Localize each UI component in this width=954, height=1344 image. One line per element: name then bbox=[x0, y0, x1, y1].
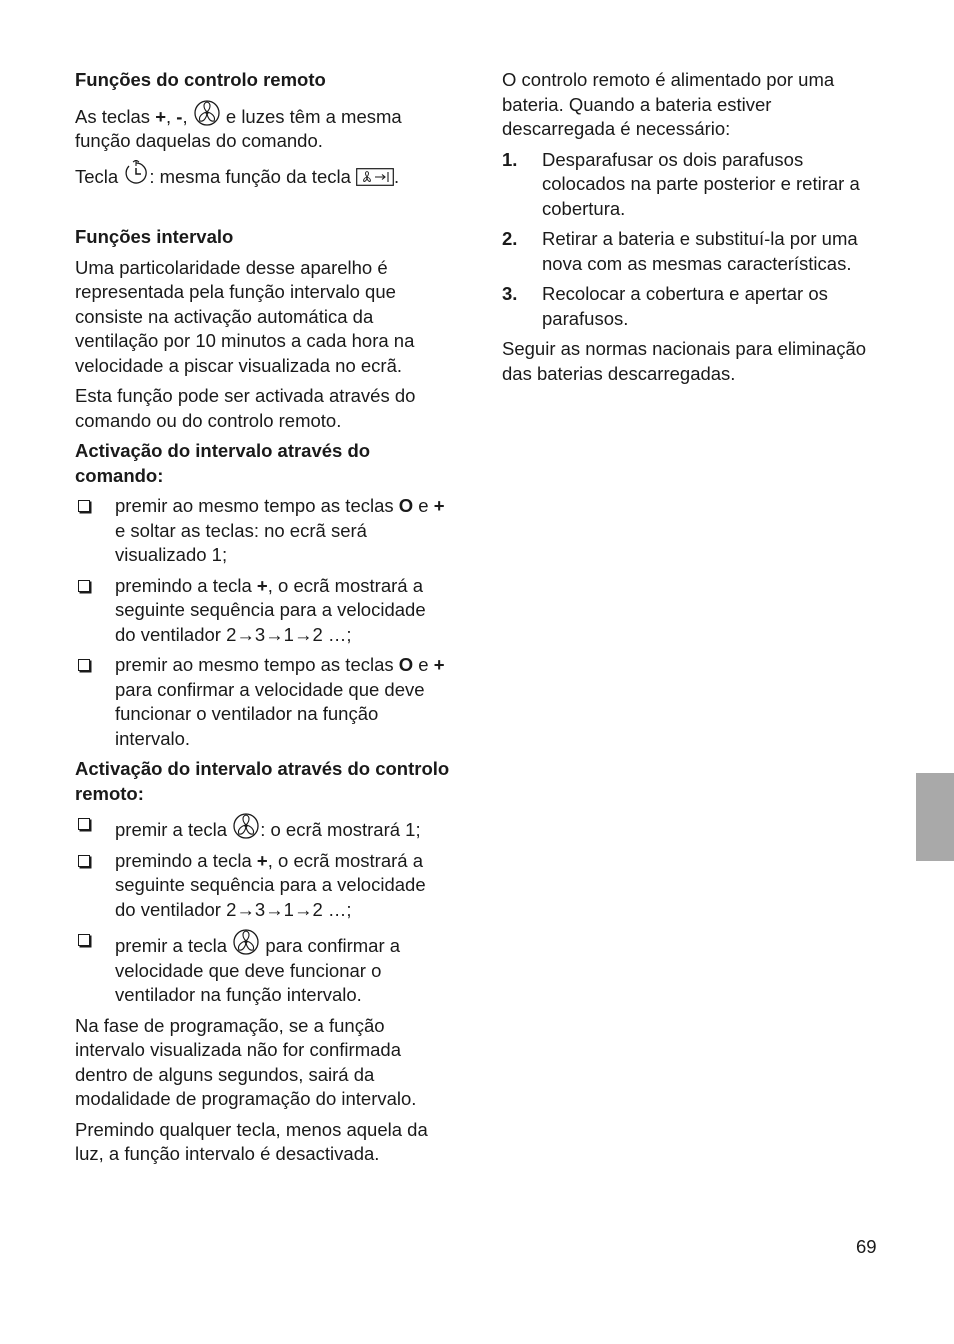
step-number: 1. bbox=[502, 148, 518, 170]
key-plus: + bbox=[433, 654, 445, 675]
remote-functions-para-keys bbox=[75, 99, 451, 154]
step-text: Recolocar a cobertura e apertar os parafusos. bbox=[542, 283, 828, 329]
key-o: O bbox=[398, 654, 414, 675]
text-run: e luzes têm a mesma função daquelas do comando. bbox=[75, 105, 402, 151]
text-run: premir a tecla bbox=[115, 935, 233, 956]
remote-functions-heading: Funções do controlo remoto bbox=[75, 69, 326, 90]
interval-functions-heading: Funções intervalo bbox=[75, 226, 234, 247]
list-item bbox=[75, 812, 451, 843]
battery-steps bbox=[502, 148, 877, 332]
step-number: 3. bbox=[502, 283, 518, 304]
remote-functions-para-timer bbox=[75, 160, 451, 190]
step-item bbox=[502, 148, 877, 222]
key-plus: + bbox=[155, 105, 167, 127]
key-plus: + bbox=[256, 574, 268, 596]
via-remote-list bbox=[75, 812, 451, 1008]
checkbox-bullet-icon bbox=[78, 934, 90, 946]
via-remote-heading: Activação do intervalo através do controlo remoto: bbox=[75, 758, 450, 804]
list-item bbox=[75, 928, 451, 1008]
text-run: , bbox=[182, 105, 193, 127]
fan-icon bbox=[193, 99, 221, 127]
key-minus: - bbox=[176, 105, 183, 127]
text-run: , o ecrã mostrará a seguinte sequência para a velocidade do ventilador 2→3→1→2 …; bbox=[115, 574, 426, 645]
programming-note: Na fase de programação, se a função intervalo visualizada não for confirmada dentro de alguns segundos, sairá da modalidade de programação do intervalo. bbox=[75, 1014, 417, 1109]
interval-functions-para-2: Esta função pode ser activada através do comando ou do controlo remoto. bbox=[75, 385, 416, 431]
text-run: e bbox=[413, 654, 434, 675]
text-run: . bbox=[394, 165, 400, 187]
key-o: O bbox=[398, 495, 414, 516]
step-number: 2. bbox=[502, 228, 518, 249]
text-run: premir a tecla bbox=[115, 819, 233, 840]
list-item bbox=[75, 574, 451, 648]
text-run: : o ecrã mostrará 1; bbox=[260, 819, 421, 840]
section-tab-marker bbox=[916, 773, 954, 861]
list-item bbox=[75, 849, 451, 923]
key-plus: + bbox=[433, 495, 445, 516]
list-item bbox=[75, 653, 451, 751]
fan-icon bbox=[232, 928, 260, 956]
checkbox-bullet-icon bbox=[78, 818, 90, 830]
fan-key-icon bbox=[356, 168, 394, 186]
fan-icon bbox=[232, 812, 260, 840]
checkbox-bullet-icon bbox=[78, 580, 90, 592]
via-control-list bbox=[75, 494, 451, 751]
text-run: para confirmar a velocidade que deve funcionar o ventilador na função intervalo. bbox=[115, 678, 425, 749]
clock-timer-icon bbox=[123, 160, 149, 188]
step-text: Desparafusar os dois parafusos colocados na parte posterior e retirar a cobertura. bbox=[542, 148, 860, 219]
checkbox-bullet-icon bbox=[78, 855, 90, 867]
battery-disposal-note: Seguir as normas nacionais para eliminação das baterias descarregadas. bbox=[502, 338, 867, 384]
text-run: premir ao mesmo tempo as teclas bbox=[115, 495, 399, 516]
right-column bbox=[502, 68, 877, 392]
text-run: As teclas bbox=[75, 105, 156, 127]
page-number: 69 bbox=[856, 1236, 877, 1257]
list-item bbox=[75, 494, 451, 568]
any-key-note: Premindo qualquer tecla, menos aquela da luz, a função intervalo é desactivada. bbox=[75, 1118, 428, 1164]
text-run: e soltar as teclas: no ecrã será visualizado 1; bbox=[115, 519, 367, 565]
text-run: e bbox=[413, 495, 434, 516]
text-run: para confirmar a velocidade que deve funcionar o ventilador na função intervalo. bbox=[115, 935, 401, 1005]
text-run: premir ao mesmo tempo as teclas bbox=[115, 654, 399, 675]
checkbox-bullet-icon bbox=[78, 659, 90, 671]
text-run: : mesma função da tecla bbox=[149, 165, 357, 187]
step-item bbox=[502, 227, 877, 276]
left-column bbox=[75, 68, 451, 1173]
via-control-heading: Activação do intervalo através do comando: bbox=[75, 440, 371, 486]
text-run: premindo a tecla bbox=[115, 849, 257, 871]
text-run: , bbox=[166, 105, 177, 127]
step-text: Retirar a bateria e substituí-la por uma nova com as mesmas características. bbox=[542, 228, 858, 274]
key-plus: + bbox=[256, 849, 268, 871]
text-run: premindo a tecla bbox=[115, 574, 257, 596]
step-item bbox=[502, 282, 877, 331]
text-run: Tecla bbox=[75, 165, 124, 187]
text-run: , o ecrã mostrará a seguinte sequência para a velocidade do ventilador 2→3→1→2 …; bbox=[115, 849, 426, 920]
checkbox-bullet-icon bbox=[78, 500, 90, 512]
interval-functions-para-1: Uma particolaridade desse aparelho é representada pela função intervalo que consiste na activação automática da ventilação por 10 minutos a cada hora na velocidade a piscar visualizada no ecrã. bbox=[75, 256, 415, 376]
battery-intro: O controlo remoto é alimentado por uma bateria. Quando a bateria estiver descarregada é necessário: bbox=[502, 69, 835, 139]
